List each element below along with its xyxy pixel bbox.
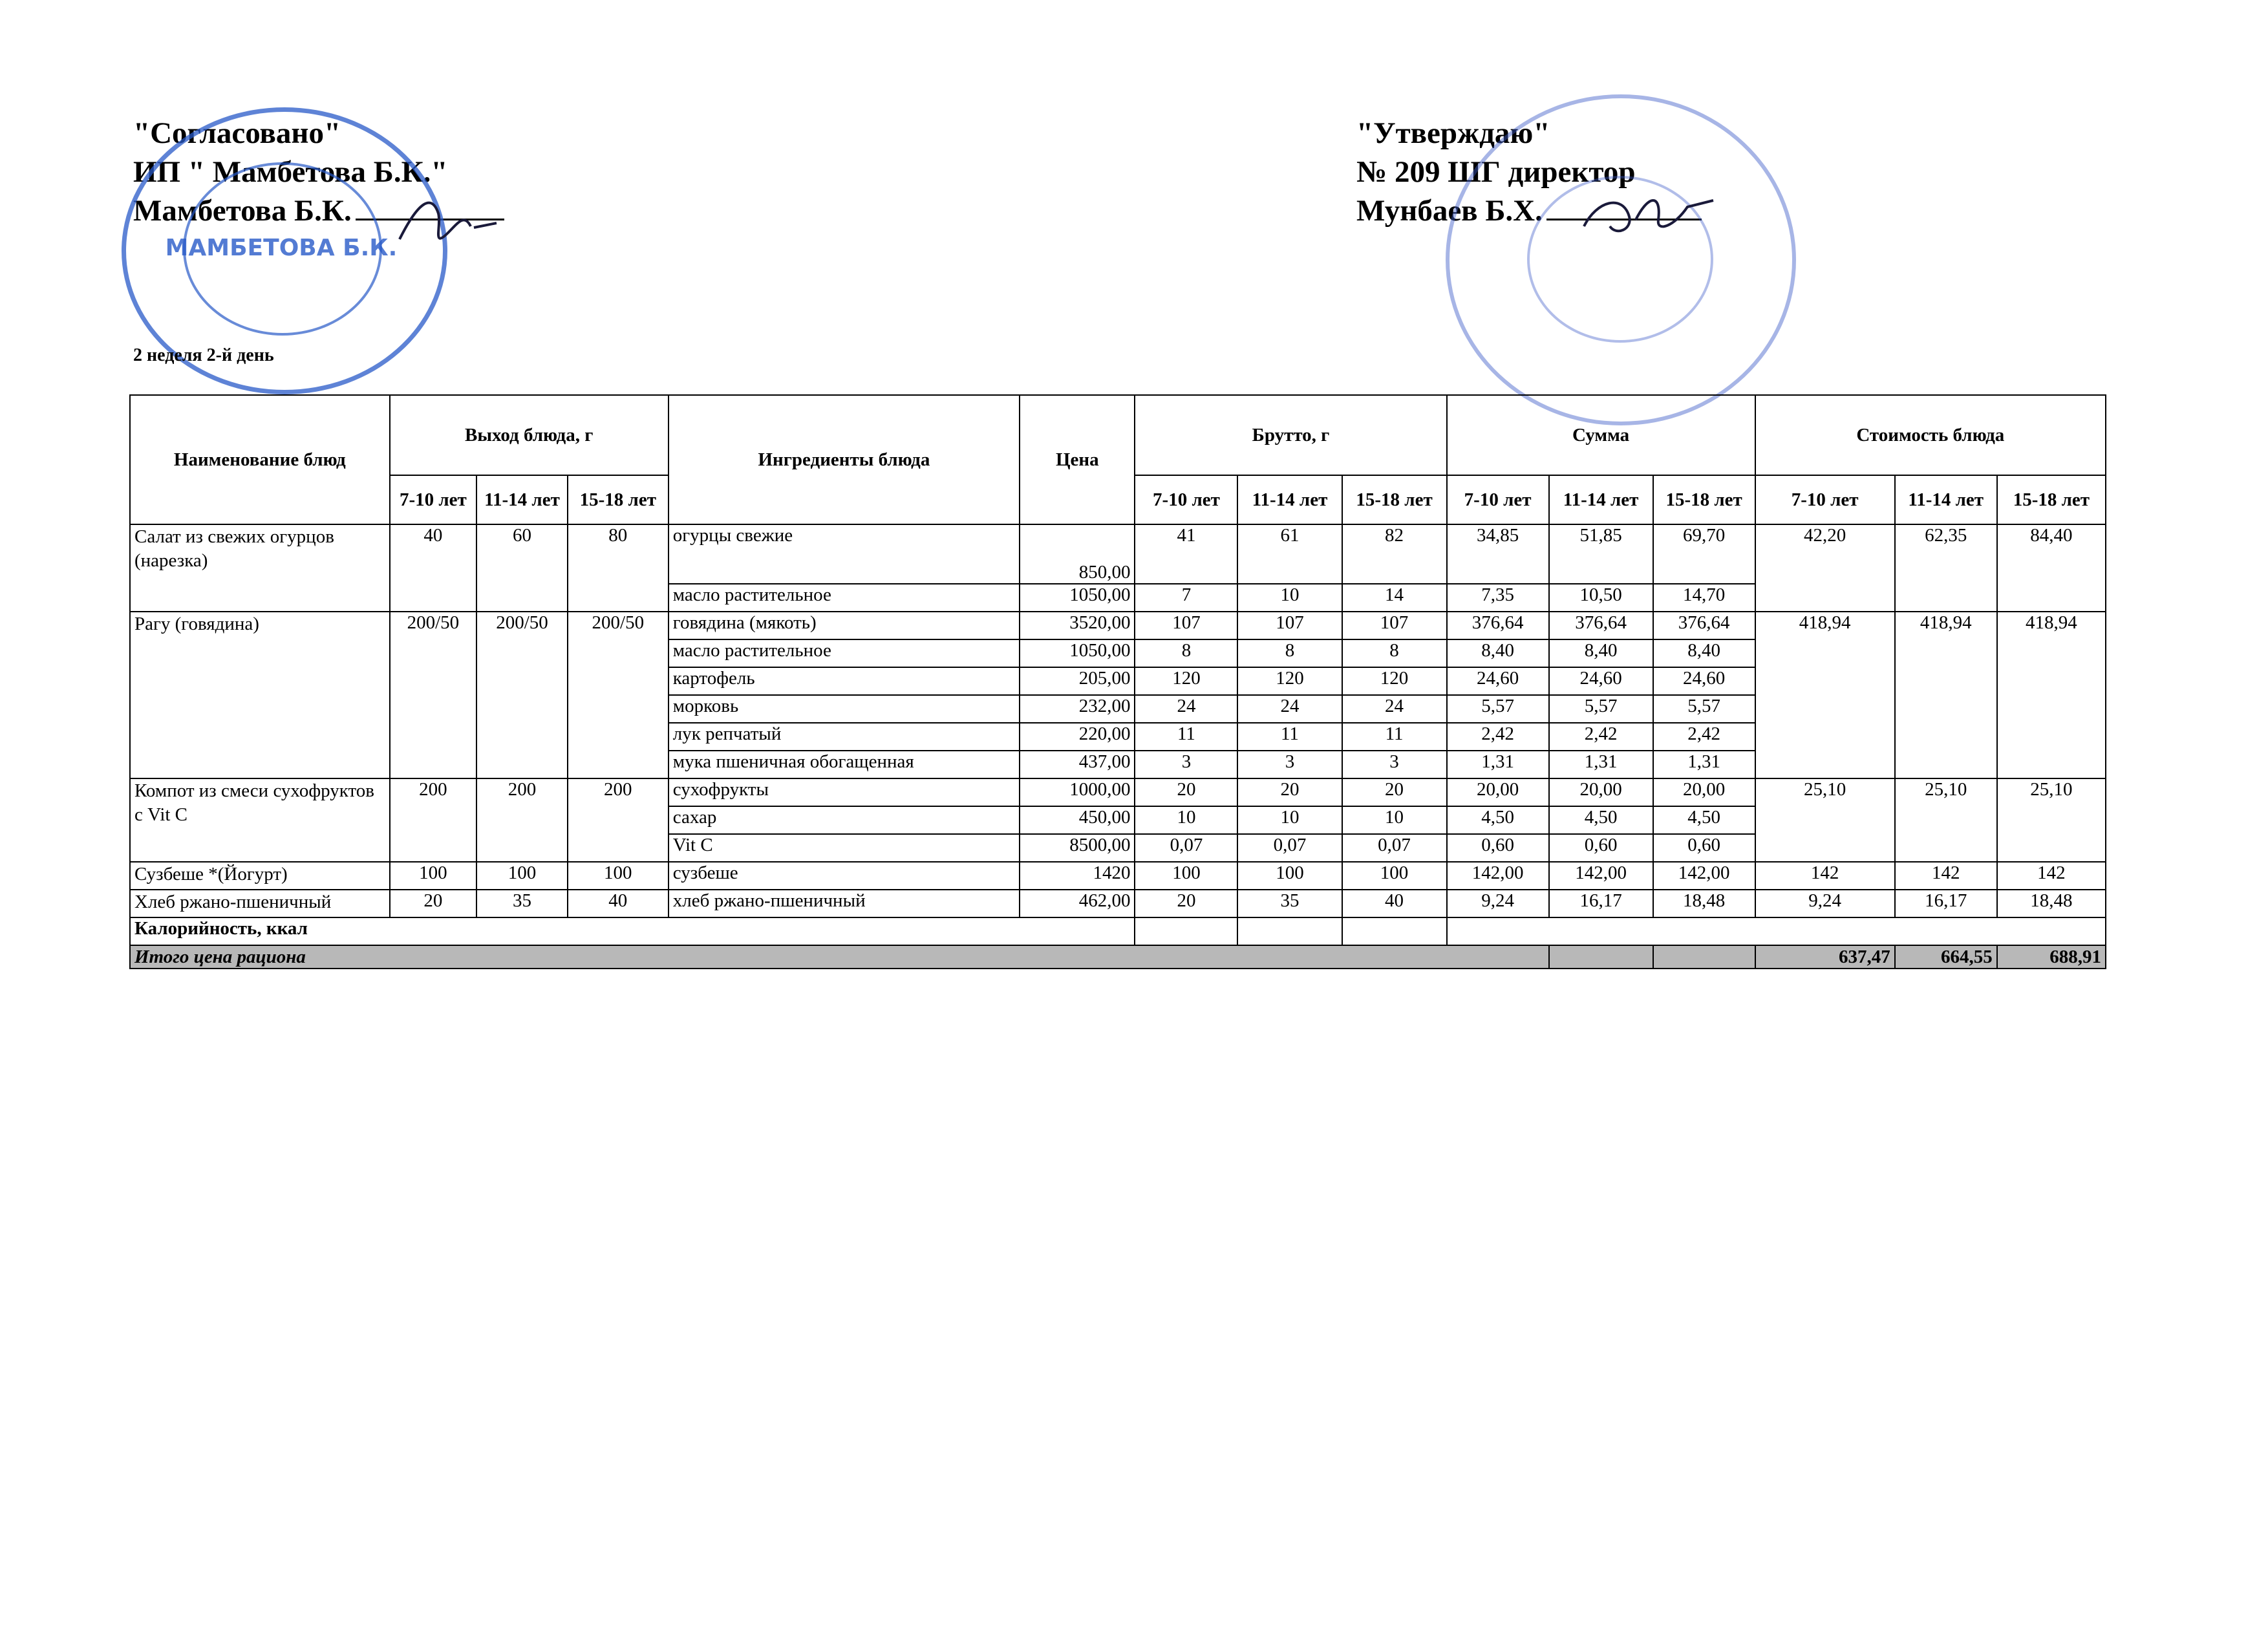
- ingredient-price: 1050,00: [1020, 639, 1135, 667]
- ingredient-name: масло растительное: [669, 639, 1020, 667]
- ingredient-brutto: 120: [1237, 667, 1342, 695]
- ingredient-price: 1000,00: [1020, 778, 1135, 806]
- header-brutto: Брутто, г: [1135, 395, 1446, 475]
- ingredient-sum: 24,60: [1447, 667, 1549, 695]
- ingredient-sum: 10,50: [1549, 584, 1653, 612]
- dish-cost: 418,94: [1755, 612, 1895, 778]
- ingredient-sum: 142,00: [1653, 862, 1755, 890]
- ingredient-price: 437,00: [1020, 751, 1135, 778]
- ingredient-brutto: 11: [1342, 723, 1447, 751]
- ingredient-price: 3520,00: [1020, 612, 1135, 639]
- ingredient-name: сузбеше: [669, 862, 1020, 890]
- agreed-title: "Согласовано": [133, 116, 341, 150]
- ingredient-sum: 1,31: [1549, 751, 1653, 778]
- ingredient-brutto: 41: [1135, 524, 1237, 584]
- dish-cost: 25,10: [1895, 778, 1997, 862]
- ingredient-sum: 2,42: [1549, 723, 1653, 751]
- dish-cost: 25,10: [1997, 778, 2106, 862]
- ingredient-brutto: 24: [1237, 695, 1342, 723]
- dish-cost: 42,20: [1755, 524, 1895, 612]
- ingredient-name: масло растительное: [669, 584, 1020, 612]
- ingredient-name: Vit C: [669, 834, 1020, 862]
- ingredient-sum: 0,60: [1653, 834, 1755, 862]
- age-group-header: 15-18 лет: [1342, 475, 1447, 524]
- ingredient-sum: 24,60: [1549, 667, 1653, 695]
- dish-cost: 9,24: [1755, 890, 1895, 917]
- ingredient-brutto: 0,07: [1342, 834, 1447, 862]
- ingredient-sum: 142,00: [1447, 862, 1549, 890]
- ingredient-name: лук репчатый: [669, 723, 1020, 751]
- header-ingredients: Ингредиенты блюда: [669, 395, 1020, 524]
- ingredient-brutto: 107: [1342, 612, 1447, 639]
- stamp-right: [1446, 94, 1796, 425]
- ingredient-price: 1050,00: [1020, 584, 1135, 612]
- ingredient-brutto: 7: [1135, 584, 1237, 612]
- calories-cell: [1237, 917, 1342, 945]
- ingredient-brutto: 120: [1342, 667, 1447, 695]
- ingredient-sum: 18,48: [1653, 890, 1755, 917]
- dish-output: 200/50: [390, 612, 477, 778]
- age-group-header: 7-10 лет: [1447, 475, 1549, 524]
- total-value: 664,55: [1895, 945, 1997, 969]
- ingredient-brutto: 0,07: [1135, 834, 1237, 862]
- calories-cell: [1447, 917, 2106, 945]
- ingredient-brutto: 20: [1135, 890, 1237, 917]
- header-output: Выход блюда, г: [390, 395, 669, 475]
- ingredient-sum: 1,31: [1447, 751, 1549, 778]
- dish-output: 200: [568, 778, 669, 862]
- dish-output: 80: [568, 524, 669, 612]
- ingredient-sum: 376,64: [1653, 612, 1755, 639]
- table-row: [130, 524, 2106, 584]
- ingredient-name: сахар: [669, 806, 1020, 834]
- ingredient-sum: 2,42: [1653, 723, 1755, 751]
- total-value: 637,47: [1755, 945, 1895, 969]
- total-label: Итого цена рациона: [130, 945, 1549, 969]
- ingredient-price: 850,00: [1020, 524, 1135, 584]
- agreed-signatory-name: Мамбетова Б.К.: [133, 194, 352, 228]
- ingredient-sum: 4,50: [1447, 806, 1549, 834]
- ingredient-name: хлеб ржано-пшеничный: [669, 890, 1020, 917]
- age-group-header: 11-14 лет: [476, 475, 568, 524]
- age-group-header: 7-10 лет: [390, 475, 477, 524]
- total-cell: [1549, 945, 1653, 969]
- age-group-header: 11-14 лет: [1237, 475, 1342, 524]
- ingredient-brutto: 11: [1237, 723, 1342, 751]
- dish-output: 40: [568, 890, 669, 917]
- ingredient-brutto: 0,07: [1237, 834, 1342, 862]
- ingredient-sum: 8,40: [1447, 639, 1549, 667]
- table-row: [130, 862, 2106, 890]
- ingredient-name: огурцы свежие: [669, 524, 1020, 584]
- dish-output: 200/50: [476, 612, 568, 778]
- age-group-header: 11-14 лет: [1549, 475, 1653, 524]
- ingredient-brutto: 40: [1342, 890, 1447, 917]
- table-row: [130, 778, 2106, 806]
- table-row: [130, 890, 2106, 917]
- signature-right-icon: [1578, 181, 1720, 252]
- dish-output: 60: [476, 524, 568, 612]
- ingredient-brutto: 35: [1237, 890, 1342, 917]
- ingredient-name: сухофрукты: [669, 778, 1020, 806]
- calories-row: [130, 917, 2106, 945]
- dish-cost: 142: [1895, 862, 1997, 890]
- ingredient-price: 232,00: [1020, 695, 1135, 723]
- dish-output: 100: [476, 862, 568, 890]
- ingredient-price: 1420: [1020, 862, 1135, 890]
- ingredient-sum: 16,17: [1549, 890, 1653, 917]
- ingredient-sum: 0,60: [1549, 834, 1653, 862]
- ingredient-price: 220,00: [1020, 723, 1135, 751]
- signature-left-icon: [393, 188, 503, 259]
- dish-name: Рагу (говядина): [130, 612, 390, 778]
- dish-cost: 84,40: [1997, 524, 2106, 612]
- ingredient-name: говядина (мякоть): [669, 612, 1020, 639]
- ingredient-sum: 20,00: [1653, 778, 1755, 806]
- ingredient-brutto: 100: [1237, 862, 1342, 890]
- ingredient-brutto: 61: [1237, 524, 1342, 584]
- age-group-header: 11-14 лет: [1895, 475, 1997, 524]
- table-row: [130, 612, 2106, 639]
- ingredient-price: 205,00: [1020, 667, 1135, 695]
- ingredient-sum: 24,60: [1653, 667, 1755, 695]
- menu-table-wrapper: [129, 394, 2106, 969]
- ingredient-brutto: 100: [1342, 862, 1447, 890]
- ingredient-brutto: 8: [1135, 639, 1237, 667]
- ingredient-brutto: 3: [1135, 751, 1237, 778]
- age-group-header: 15-18 лет: [1997, 475, 2106, 524]
- ingredient-brutto: 14: [1342, 584, 1447, 612]
- ingredient-sum: 0,60: [1447, 834, 1549, 862]
- dish-cost: 25,10: [1755, 778, 1895, 862]
- dish-cost: 142: [1755, 862, 1895, 890]
- dish-output: 200: [476, 778, 568, 862]
- ingredient-brutto: 10: [1135, 806, 1237, 834]
- menu-body: [130, 524, 2106, 969]
- calories-cell: [1342, 917, 1447, 945]
- ingredient-brutto: 11: [1135, 723, 1237, 751]
- ingredient-brutto: 3: [1237, 751, 1342, 778]
- total-row: [130, 945, 2106, 969]
- age-group-header: 15-18 лет: [568, 475, 669, 524]
- dish-output: 200: [390, 778, 477, 862]
- ingredient-sum: 8,40: [1653, 639, 1755, 667]
- dish-output: 100: [390, 862, 477, 890]
- ingredient-sum: 4,50: [1549, 806, 1653, 834]
- ingredient-sum: 20,00: [1447, 778, 1549, 806]
- dish-cost: 16,17: [1895, 890, 1997, 917]
- dish-name: Салат из свежих огурцов (нарезка): [130, 524, 390, 612]
- ingredient-brutto: 10: [1342, 806, 1447, 834]
- dish-output: 35: [476, 890, 568, 917]
- dish-output: 200/50: [568, 612, 669, 778]
- ingredient-sum: 7,35: [1447, 584, 1549, 612]
- approved-title: "Утверждаю": [1356, 116, 1550, 150]
- ingredient-sum: 4,50: [1653, 806, 1755, 834]
- header-dish-name: Наименование блюд: [130, 395, 390, 524]
- dish-name: Сузбеше *(Йогурт): [130, 862, 390, 890]
- ingredient-brutto: 107: [1135, 612, 1237, 639]
- dish-cost: 18,48: [1997, 890, 2106, 917]
- ingredient-sum: 14,70: [1653, 584, 1755, 612]
- ingredient-price: 8500,00: [1020, 834, 1135, 862]
- ingredient-brutto: 8: [1342, 639, 1447, 667]
- ingredient-sum: 9,24: [1447, 890, 1549, 917]
- ingredient-brutto: 20: [1135, 778, 1237, 806]
- ingredient-sum: 1,31: [1653, 751, 1755, 778]
- ingredient-sum: 8,40: [1549, 639, 1653, 667]
- ingredient-sum: 5,57: [1447, 695, 1549, 723]
- ingredient-name: картофель: [669, 667, 1020, 695]
- calories-label: Калорийность, ккал: [130, 917, 1135, 945]
- age-group-header: 15-18 лет: [1653, 475, 1755, 524]
- dish-name: Хлеб ржано-пшеничный: [130, 890, 390, 917]
- ingredient-brutto: 10: [1237, 584, 1342, 612]
- ingredient-sum: 142,00: [1549, 862, 1653, 890]
- ingredient-sum: 69,70: [1653, 524, 1755, 584]
- dish-output: 100: [568, 862, 669, 890]
- header-cost: Стоимость блюда: [1755, 395, 2106, 475]
- ingredient-sum: 51,85: [1549, 524, 1653, 584]
- ingredient-price: 462,00: [1020, 890, 1135, 917]
- ingredient-brutto: 100: [1135, 862, 1237, 890]
- ingredient-brutto: 3: [1342, 751, 1447, 778]
- ingredient-sum: 376,64: [1447, 612, 1549, 639]
- dish-cost: 418,94: [1895, 612, 1997, 778]
- ingredient-sum: 20,00: [1549, 778, 1653, 806]
- calories-cell: [1135, 917, 1237, 945]
- age-group-header: 7-10 лет: [1755, 475, 1895, 524]
- ingredient-brutto: 8: [1237, 639, 1342, 667]
- ingredient-price: 450,00: [1020, 806, 1135, 834]
- dish-cost: 142: [1997, 862, 2106, 890]
- stamp-text: МАМБЕТОВА Б.К.: [165, 235, 398, 261]
- header-sum: Сумма: [1447, 395, 1755, 475]
- ingredient-sum: 34,85: [1447, 524, 1549, 584]
- week-day-label: 2 неделя 2-й день: [133, 345, 274, 365]
- dish-cost: 62,35: [1895, 524, 1997, 612]
- dish-name: Компот из смеси сухофруктов с Vit C: [130, 778, 390, 862]
- ingredient-sum: 376,64: [1549, 612, 1653, 639]
- approved-position: № 209 ШГ директор: [1356, 155, 1636, 189]
- ingredient-sum: 5,57: [1653, 695, 1755, 723]
- total-cell: [1653, 945, 1755, 969]
- ingredient-sum: 2,42: [1447, 723, 1549, 751]
- approved-signatory-name: Мунбаев Б.Х.: [1356, 194, 1543, 228]
- ingredient-brutto: 107: [1237, 612, 1342, 639]
- ingredient-name: морковь: [669, 695, 1020, 723]
- ingredient-brutto: 24: [1135, 695, 1237, 723]
- agreed-organization: ИП " Мамбетова Б.К.": [133, 155, 448, 189]
- total-value: 688,91: [1997, 945, 2106, 969]
- ingredient-brutto: 10: [1237, 806, 1342, 834]
- menu-table: [129, 394, 2106, 969]
- ingredient-name: мука пшеничная обогащенная: [669, 751, 1020, 778]
- ingredient-brutto: 120: [1135, 667, 1237, 695]
- ingredient-brutto: 20: [1342, 778, 1447, 806]
- ingredient-brutto: 20: [1237, 778, 1342, 806]
- header-price: Цена: [1020, 395, 1135, 524]
- dish-output: 40: [390, 524, 477, 612]
- ingredient-brutto: 24: [1342, 695, 1447, 723]
- age-group-header: 7-10 лет: [1135, 475, 1237, 524]
- dish-output: 20: [390, 890, 477, 917]
- ingredient-sum: 5,57: [1549, 695, 1653, 723]
- ingredient-brutto: 82: [1342, 524, 1447, 584]
- dish-cost: 418,94: [1997, 612, 2106, 778]
